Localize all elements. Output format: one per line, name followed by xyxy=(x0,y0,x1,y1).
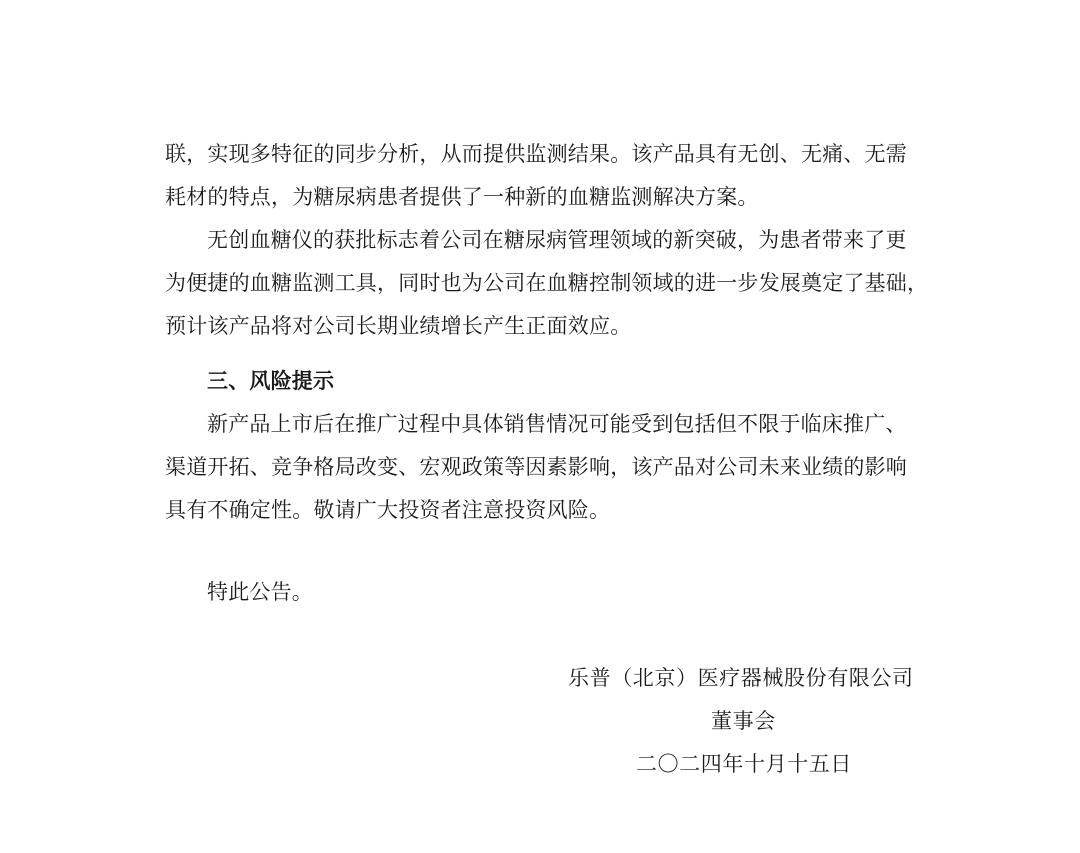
paragraph-significance-line-1: 无创血糖仪的获批标志着公司在糖尿病管理领域的新突破，为患者带来了更 xyxy=(207,228,907,252)
section-risk-heading: 三、风险提示 xyxy=(207,368,335,393)
paragraph-significance-line-2: 为便捷的血糖监测工具，同时也为公司在血糖控制领域的进一步发展奠定了基础， xyxy=(165,271,929,295)
closing-statement: 特此公告。 xyxy=(207,580,313,604)
paragraph-continued-line-2: 耗材的特点，为糖尿病患者提供了一种新的血糖监测解决方案。 xyxy=(165,185,759,209)
signature-board: 董事会 xyxy=(711,709,776,733)
paragraph-significance-line-3: 预计该产品将对公司长期业绩增长产生正面效应。 xyxy=(165,314,632,338)
section-risk-line-2: 渠道开拓、竞争格局改变、宏观政策等因素影响，该产品对公司未来业绩的影响 xyxy=(165,455,907,479)
signature-company: 乐普（北京）医疗器械股份有限公司 xyxy=(568,666,914,690)
paragraph-continued-line-1: 联，实现多特征的同步分析，从而提供监测结果。该产品具有无创、无痛、无需 xyxy=(165,142,907,166)
section-risk-line-3: 具有不确定性。敬请广大投资者注意投资风险。 xyxy=(165,498,611,522)
section-risk-line-1: 新产品上市后在推广过程中具体销售情况可能受到包括但不限于临床推广、 xyxy=(207,412,907,436)
signature-date: 二〇二四年十月十五日 xyxy=(636,752,852,776)
